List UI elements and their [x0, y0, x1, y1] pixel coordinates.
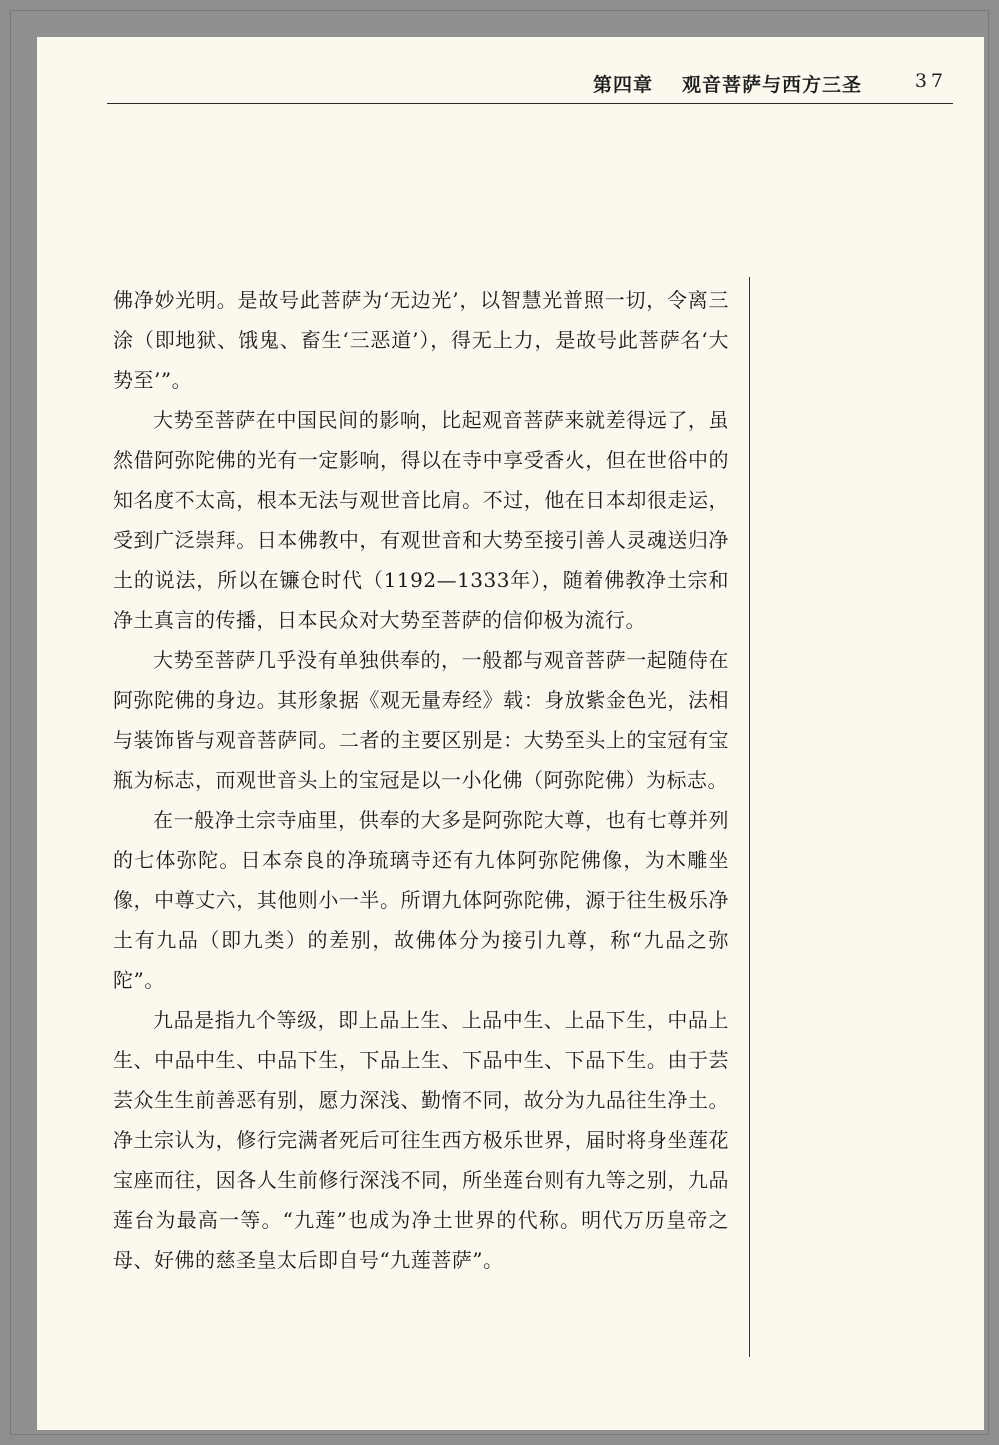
- page-number: 37: [914, 70, 947, 92]
- chapter-label: 第四章: [593, 74, 654, 96]
- book-page: [37, 37, 984, 1430]
- body-text: [113, 280, 729, 1280]
- paragraph: 九品是指九个等级，即上品上生、上品中生、上品下生，中品上生、中品中生、中品下生，下品上生、下品中生、下品下生。由于芸芸众生生前善恶有别，愿力深浅、勤惰不同，故分为九品往生净土。净土宗认为，修行完满者死后可往生西方极乐世界，届时将身坐莲花宝座而往，因各人生前修行深浅不同，所坐莲台则有九等之别，九品莲台为最高一等。“九莲”也成为净土世界的代称。明代万历皇帝之母、好佛的慈圣皇太后即自号“九莲菩萨”。: [113, 1008, 729, 1272]
- paragraph: 大势至菩萨在中国民间的影响，比起观音菩萨来就差得远了，虽然借阿弥陀佛的光有一定影响，得以在寺中享受香火，但在世俗中的知名度不太高，根本无法与观世音比肩。不过，他在日本却很走运，受到广泛崇拜。日本佛教中，有观世音和大势至接引善人灵魂送归净土的说法，所以在镰仓时代（1192—1333年），随着佛教净土宗和净土真言的传播，日本民众对大势至菩萨的信仰极为流行。: [113, 408, 729, 632]
- page-frame: [10, 10, 989, 1435]
- paragraph: 大势至菩萨几乎没有单独供奉的，一般都与观音菩萨一起随侍在阿弥陀佛的身边。其形象据《观无量寿经》载：身放紫金色光，法相与装饰皆与观音菩萨同。二者的主要区别是：大势至头上的宝冠有宝瓶为标志，而观世音头上的宝冠是以一小化佛（阿弥陀佛）为标志。: [113, 648, 729, 792]
- margin-rule: [749, 277, 750, 1357]
- paragraph: 在一般净土宗寺庙里，供奉的大多是阿弥陀大尊，也有七尊并列的七体弥陀。日本奈良的净琉璃寺还有九体阿弥陀佛像，为木雕坐像，中尊丈六，其他则小一半。所谓九体阿弥陀佛，源于往生极乐净土有九品（即九类）的差别，故佛体分为接引九尊，称“九品之弥陀”。: [113, 808, 729, 992]
- running-header: [107, 67, 953, 104]
- paragraph: 佛净妙光明。是故号此菩萨为‘无边光’，以智慧光普照一切，令离三涂（即地狱、饿鬼、畜生‘三恶道’），得无上力，是故号此菩萨名‘大势至’”。: [113, 288, 729, 392]
- chapter-title: 观音菩萨与西方三圣: [682, 74, 863, 96]
